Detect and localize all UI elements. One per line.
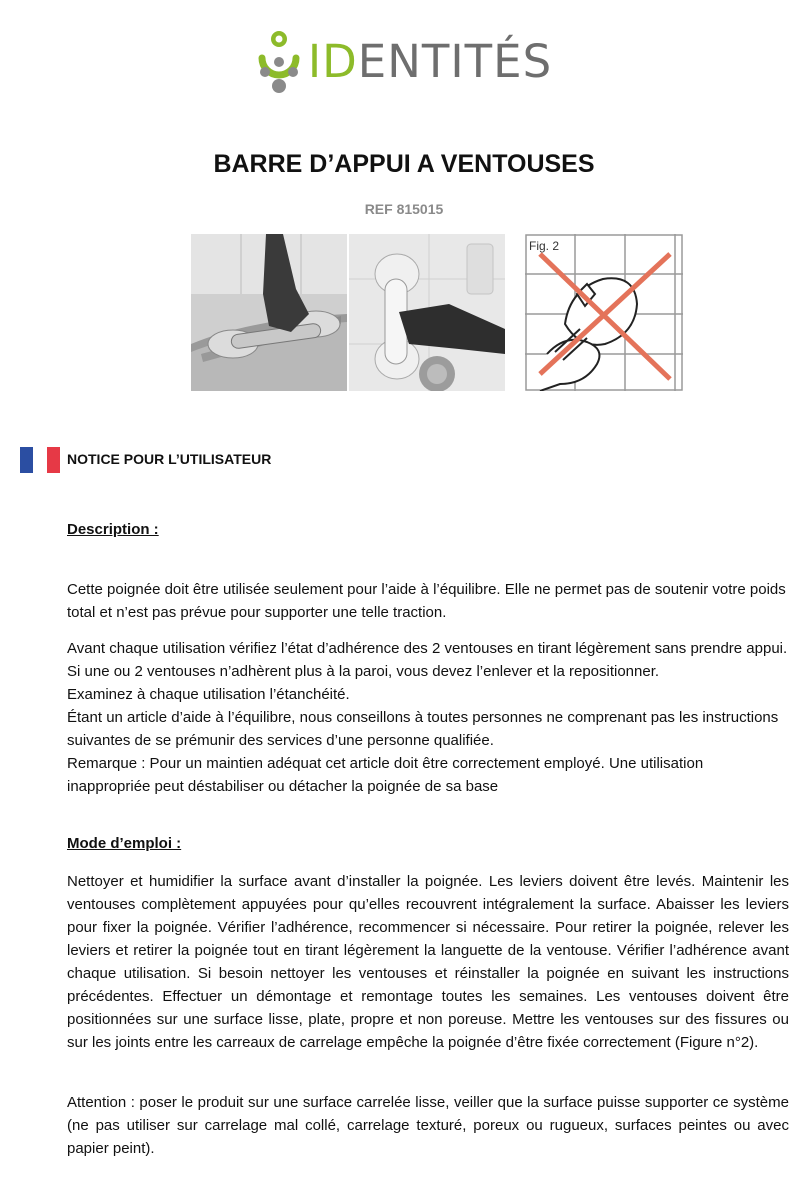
description-block: [67, 637, 789, 798]
description-line: Examinez à chaque utilisation l’étanchéité.: [67, 686, 350, 703]
description-paragraph-1: Cette poignée doit être utilisée seulement pour l’aide à l’équilibre. Elle ne permet pas de soutenir votre poids total et n’est pas prévue pour supporter une telle traction.: [67, 581, 786, 621]
description-line: Étant un article d’aide à l’équilibre, nous conseillons à toutes personnes ne comprenant pas les instructions suivantes de se prémunir des services d’une personne qualifiée.: [67, 709, 779, 749]
product-figures: [191, 234, 683, 391]
brand-logo: [0, 28, 808, 96]
brand-logo-icon: [256, 28, 302, 96]
wall-mount-photo: [349, 234, 505, 391]
fig2-label: Fig. 2: [529, 239, 560, 253]
description-heading: Description :: [67, 521, 159, 538]
usage-paragraph-2: Attention : poser le produit sur une surface carrelée lisse, veiller que la surface puisse supporter ce système (ne pas utiliser sur carrelage mal collé, carrelage texturé, poreux ou rugueux, surfaces peintes ou avec papier peint).: [67, 1094, 789, 1157]
flag-band-white: [33, 447, 46, 473]
french-flag-icon: [20, 447, 60, 473]
usage-paragraph-1: Nettoyer et humidifier la surface avant d’installer la poignée. Les leviers doivent être levés. Maintenir les ventouses complètement appuyées pour qu’elles recouvrent intégralement la surface. Abaisser les leviers pour fixer la poignée. Vérifier l’adhérence, recommencer si nécessaire. Pour retirer la poignée, relever les leviers et retirer la poignée tout en tirant légèrement la languette de la ventouse. Vérifier l’adhérence avant chaque utilisation. Si besoin nettoyer les ventouses et réinstaller la poignée en suivant les instructions précédentes. Effectuer un démontage et remontage toutes les semaines. Les ventouses doivent être positionnées sur une surface lisse, plate, propre et non poreuse. Mettre les ventouses sur des fissures ou sur les joints entre les carreaux de carrelage empêche la poignée d’être fixée correctement (Figure n°2).: [67, 873, 789, 1051]
bathtub-usage-photo: [191, 234, 347, 391]
fig2-incorrect-placement: [525, 234, 683, 391]
brand-name: IDENTITÉS: [307, 35, 553, 88]
description-line: Remarque : Pour un maintien adéquat cet article doit être correctement employé. Une utilisation inappropriée peut déstabiliser ou détacher la poignée de sa base: [67, 755, 704, 795]
product-reference: REF 815015: [364, 201, 444, 217]
notice-title: NOTICE POUR L’UTILISATEUR: [67, 451, 272, 467]
usage-heading: Mode d’emploi :: [67, 835, 182, 852]
flag-band-red: [47, 447, 60, 473]
flag-band-blue: [20, 447, 33, 473]
description-line: Avant chaque utilisation vérifiez l’état d’adhérence des 2 ventouses en tirant légèrement sans prendre appui. Si une ou 2 ventouses n’adhèrent plus à la paroi, vous devez l’enlever et la repositionner.: [67, 640, 788, 680]
page-title: BARRE D’APPUI A VENTOUSES: [213, 150, 595, 178]
